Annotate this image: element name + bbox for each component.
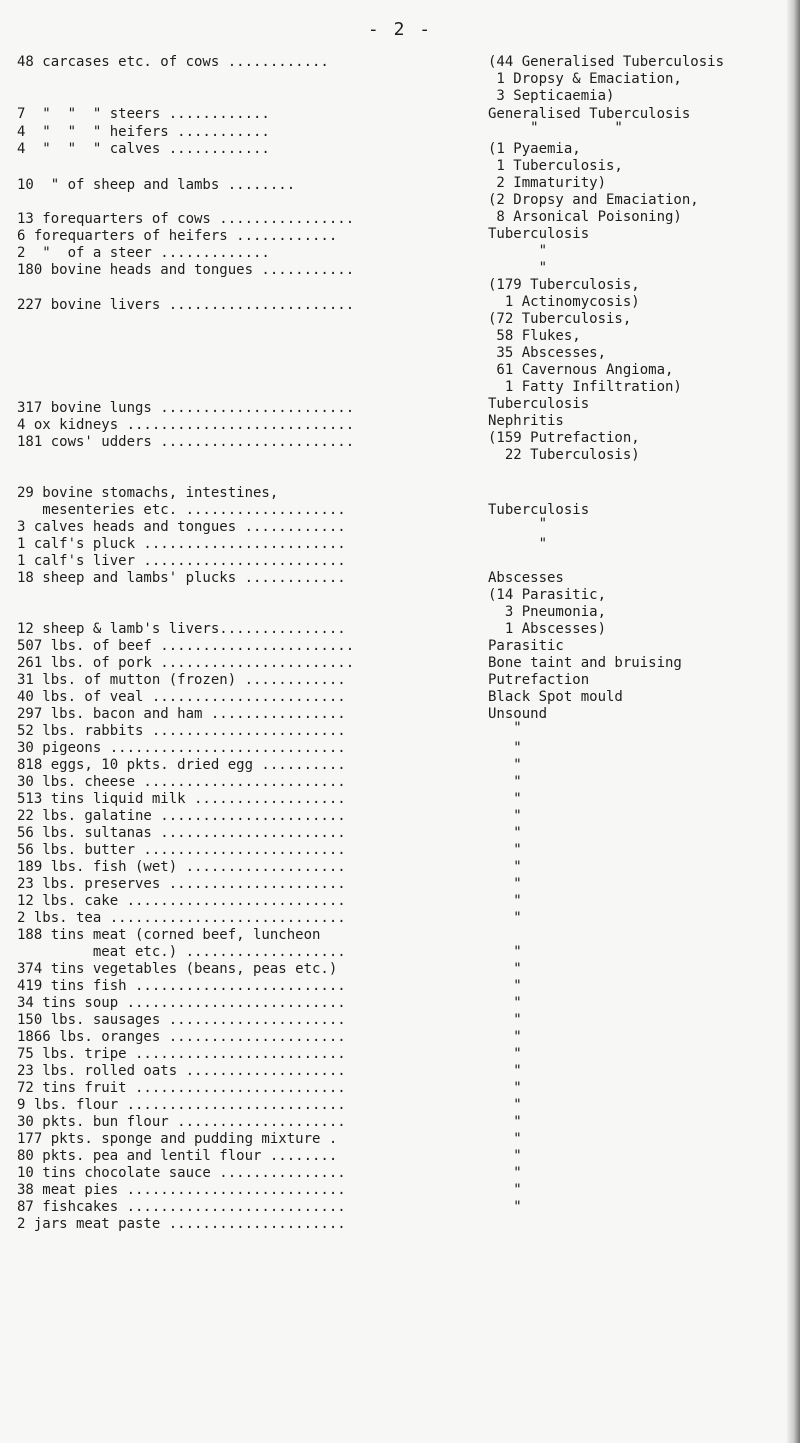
- reason-line: Tuberculosis: [488, 226, 590, 242]
- item-line: 6 forequarters of heifers ............: [17, 228, 338, 244]
- reason-line: " ": [488, 120, 623, 136]
- item-line: 87 fishcakes ..........................: [17, 1199, 346, 1215]
- reason-line: 1 Abscesses): [488, 621, 607, 637]
- item-line: 13 forequarters of cows ................: [17, 211, 355, 227]
- item-line: 177 pkts. sponge and pudding mixture .: [17, 1131, 338, 1147]
- item-line: 2 lbs. tea ............................: [17, 910, 346, 926]
- item-line: 12 lbs. cake ..........................: [17, 893, 346, 909]
- reason-line: Generalised Tuberculosis: [488, 106, 691, 122]
- item-line: 40 lbs. of veal .......................: [17, 689, 346, 705]
- item-line: 188 tins meat (corned beef, luncheon: [17, 927, 321, 943]
- reason-line: ": [488, 1097, 522, 1113]
- reason-line: ": [488, 995, 522, 1011]
- item-line: 10 tins chocolate sauce ...............: [17, 1165, 346, 1181]
- item-line: 23 lbs. preserves .....................: [17, 876, 346, 892]
- item-line: 4 " " " calves ............: [17, 141, 270, 157]
- reason-line: 3 Septicaemia): [488, 88, 615, 104]
- item-line: 189 lbs. fish (wet) ...................: [17, 859, 346, 875]
- reason-line: ": [488, 1131, 522, 1147]
- reason-line: Tuberculosis: [488, 396, 590, 412]
- item-line: 18 sheep and lambs' plucks ............: [17, 570, 346, 586]
- item-line: 4 " " " heifers ...........: [17, 124, 270, 140]
- item-line: 80 pkts. pea and lentil flour ........: [17, 1148, 338, 1164]
- item-line: 56 lbs. butter ........................: [17, 842, 346, 858]
- reason-line: (14 Parasitic,: [488, 587, 607, 603]
- reason-line: (179 Tuberculosis,: [488, 277, 640, 293]
- reason-line: Nephritis: [488, 413, 564, 429]
- reason-line: ": [488, 1182, 522, 1198]
- item-line: 297 lbs. bacon and ham ................: [17, 706, 346, 722]
- item-line: 317 bovine lungs .......................: [17, 400, 355, 416]
- reason-line: ": [488, 944, 522, 960]
- reason-line: Putrefaction: [488, 672, 590, 688]
- reason-line: ": [488, 516, 548, 532]
- reason-line: 22 Tuberculosis): [488, 447, 640, 463]
- reason-line: ": [488, 536, 548, 552]
- item-line: 22 lbs. galatine ......................: [17, 808, 346, 824]
- reason-line: Unsound: [488, 706, 548, 722]
- reason-line: Parasitic: [488, 638, 564, 654]
- item-line: 75 lbs. tripe .........................: [17, 1046, 346, 1062]
- reason-line: 1 Tuberculosis,: [488, 158, 623, 174]
- item-line: meat etc.) ...................: [17, 944, 346, 960]
- reason-line: ": [488, 1029, 522, 1045]
- reason-line: ": [488, 720, 522, 736]
- item-line: 52 lbs. rabbits .......................: [17, 723, 346, 739]
- item-line: 30 pigeons ............................: [17, 740, 346, 756]
- reason-line: ": [488, 961, 522, 977]
- item-line: mesenteries etc. ...................: [17, 502, 346, 518]
- reason-line: ": [488, 243, 548, 259]
- item-line: 3 calves heads and tongues ............: [17, 519, 346, 535]
- item-line: 227 bovine livers ......................: [17, 297, 355, 313]
- reason-line: ": [488, 1165, 522, 1181]
- item-line: 818 eggs, 10 pkts. dried egg ..........: [17, 757, 346, 773]
- reason-line: ": [488, 876, 522, 892]
- reason-line: 35 Abscesses,: [488, 345, 607, 361]
- item-line: 12 sheep & lamb's livers...............: [17, 621, 346, 637]
- reason-line: ": [488, 1046, 522, 1062]
- item-line: 507 lbs. of beef .......................: [17, 638, 355, 654]
- reason-line: ": [488, 791, 522, 807]
- reason-line: ": [488, 1080, 522, 1096]
- reason-line: ": [488, 842, 522, 858]
- item-line: 2 jars meat paste .....................: [17, 1216, 346, 1232]
- reason-line: ": [488, 978, 522, 994]
- reason-line: 1 Dropsy & Emaciation,: [488, 71, 682, 87]
- item-line: 1 calf's pluck ........................: [17, 536, 346, 552]
- item-line: 34 tins soup ..........................: [17, 995, 346, 1011]
- item-line: 181 cows' udders .......................: [17, 434, 355, 450]
- reason-line: ": [488, 774, 522, 790]
- item-line: 56 lbs. sultanas ......................: [17, 825, 346, 841]
- reason-line: ": [488, 757, 522, 773]
- reason-line: (72 Tuberculosis,: [488, 311, 632, 327]
- item-line: 38 meat pies ..........................: [17, 1182, 346, 1198]
- item-line: 4 ox kidneys ...........................: [17, 417, 355, 433]
- reason-line: ": [488, 1114, 522, 1130]
- item-line: 180 bovine heads and tongues ...........: [17, 262, 355, 278]
- item-line: 513 tins liquid milk ..................: [17, 791, 346, 807]
- item-line: 30 lbs. cheese ........................: [17, 774, 346, 790]
- item-line: 48 carcases etc. of cows ............: [17, 54, 329, 70]
- item-line: 374 tins vegetables (beans, peas etc.): [17, 961, 338, 977]
- item-line: 7 " " " steers ............: [17, 106, 270, 122]
- reason-line: (2 Dropsy and Emaciation,: [488, 192, 699, 208]
- reason-line: (159 Putrefaction,: [488, 430, 640, 446]
- item-line: 1866 lbs. oranges .....................: [17, 1029, 346, 1045]
- reason-line: Black Spot mould: [488, 689, 623, 705]
- page-edge-shadow: [786, 0, 800, 1443]
- item-line: 72 tins fruit .........................: [17, 1080, 346, 1096]
- reason-line: 2 Immaturity): [488, 175, 607, 191]
- item-line: 30 pkts. bun flour ....................: [17, 1114, 346, 1130]
- reason-line: 58 Flukes,: [488, 328, 581, 344]
- item-line: 31 lbs. of mutton (frozen) ............: [17, 672, 346, 688]
- reason-line: 61 Cavernous Angioma,: [488, 362, 674, 378]
- reason-line: ": [488, 859, 522, 875]
- reason-line: ": [488, 825, 522, 841]
- reason-line: ": [488, 893, 522, 909]
- reason-line: 1 Actinomycosis): [488, 294, 640, 310]
- reason-line: ": [488, 1012, 522, 1028]
- reason-line: ": [488, 808, 522, 824]
- reason-line: ": [488, 740, 522, 756]
- page-number: - 2 -: [367, 19, 433, 40]
- reason-line: 8 Arsonical Poisoning): [488, 209, 682, 225]
- item-line: 1 calf's liver ........................: [17, 553, 346, 569]
- reason-line: ": [488, 260, 548, 276]
- item-line: 9 lbs. flour ..........................: [17, 1097, 346, 1113]
- item-line: 23 lbs. rolled oats ...................: [17, 1063, 346, 1079]
- reason-line: ": [488, 1148, 522, 1164]
- item-line: 10 " of sheep and lambs ........: [17, 177, 296, 193]
- reason-line: Bone taint and bruising: [488, 655, 682, 671]
- reason-line: (1 Pyaemia,: [488, 141, 581, 157]
- item-line: 150 lbs. sausages .....................: [17, 1012, 346, 1028]
- reason-line: 3 Pneumonia,: [488, 604, 607, 620]
- reason-line: 1 Fatty Infiltration): [488, 379, 682, 395]
- item-line: 419 tins fish .........................: [17, 978, 346, 994]
- item-line: 29 bovine stomachs, intestines,: [17, 485, 279, 501]
- reason-line: (44 Generalised Tuberculosis: [488, 54, 725, 70]
- reason-line: Tuberculosis: [488, 502, 590, 518]
- reason-line: ": [488, 1063, 522, 1079]
- item-line: 2 " of a steer .............: [17, 245, 270, 261]
- reason-line: Abscesses: [488, 570, 564, 586]
- item-line: 261 lbs. of pork .......................: [17, 655, 355, 671]
- reason-line: ": [488, 910, 522, 926]
- reason-line: ": [488, 1199, 522, 1215]
